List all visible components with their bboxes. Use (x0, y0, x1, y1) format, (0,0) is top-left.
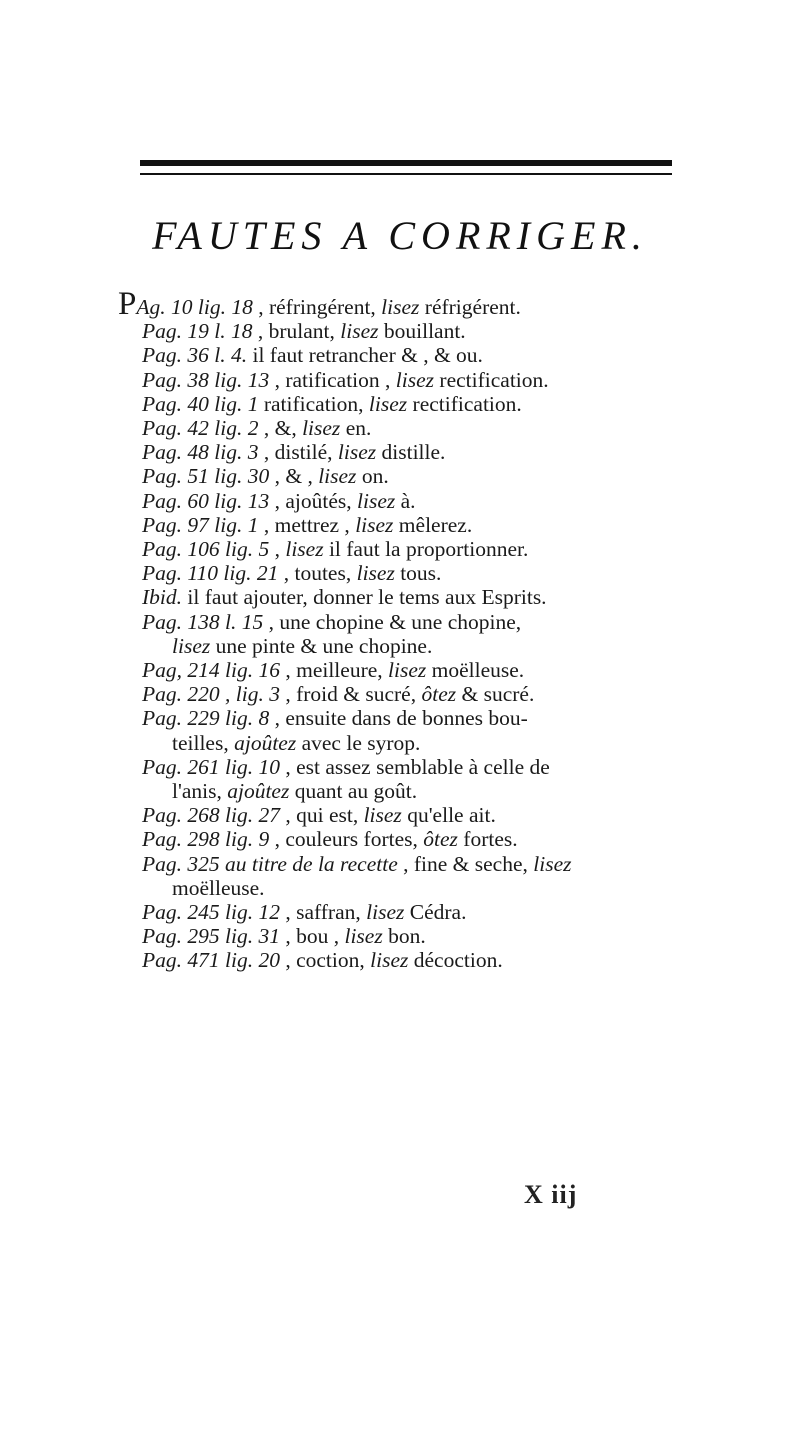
errata-text: , couleurs fortes, (269, 827, 424, 852)
errata-instruction: ôtez (421, 682, 457, 707)
errata-correction: rectification. (407, 391, 522, 416)
errata-instruction: ajoûtez (227, 779, 290, 804)
errata-reference: Pag. 220 , lig. 3 (142, 682, 280, 707)
errata-reference: Pag. 245 lig. 12 (142, 900, 280, 925)
errata-instruction: ôtez (423, 827, 458, 852)
errata-text: , fine & seche, (397, 851, 534, 876)
errata-text: il faut ajouter, donner le tems aux Esprits. (182, 585, 547, 610)
errata-correction: qu'elle ait. (401, 803, 496, 828)
errata-entry (118, 343, 708, 367)
errata-instruction: ajoûtez (234, 730, 297, 755)
errata-reference: Ibid. (142, 585, 183, 610)
errata-continuation (118, 876, 708, 900)
errata-entry (118, 924, 708, 948)
errata-text: , &, (258, 416, 303, 441)
errata-entry (118, 368, 708, 392)
errata-text: , brulant, (252, 319, 341, 344)
errata-reference: Pag. 19 l. 18 (142, 319, 253, 344)
errata-instruction: lisez (356, 561, 395, 586)
errata-text: , meilleure, (279, 658, 389, 683)
errata-reference: Pag, 214 lig. 16 (142, 658, 280, 683)
errata-text: , & , (269, 464, 319, 489)
errata-reference: Pag. 106 lig. 5 (142, 537, 270, 562)
errata-entry (118, 948, 708, 972)
errata-list (118, 286, 708, 973)
errata-reference: Pag. 97 lig. 1 (142, 512, 259, 537)
errata-instruction: lisez (388, 658, 427, 683)
errata-text: , ensuite dans de bonnes bou- (269, 706, 528, 731)
errata-text: il faut retrancher & , & ou. (247, 343, 483, 368)
errata-correction: à. (395, 488, 416, 513)
errata-instruction: lisez (395, 367, 435, 392)
errata-continuation (118, 779, 708, 803)
errata-instruction: lisez (533, 851, 572, 876)
errata-correction: quant au goût. (289, 779, 418, 804)
errata-reference: Pag. 471 lig. 20 (142, 948, 280, 973)
errata-text: , coction, (279, 948, 371, 973)
errata-text: , qui est, (279, 803, 364, 828)
errata-entry (118, 658, 708, 682)
errata-instruction: lisez (370, 948, 409, 973)
errata-reference: Pag. 261 lig. 10 (142, 754, 280, 779)
errata-entry (118, 755, 708, 779)
errata-entry (118, 416, 708, 440)
errata-correction: Cédra. (404, 900, 467, 925)
signature-mark: X iij (524, 1180, 578, 1209)
errata-text: , (269, 537, 286, 562)
errata-correction: bon. (382, 924, 426, 949)
errata-correction: en. (340, 416, 372, 441)
errata-instruction: lisez (366, 900, 405, 925)
errata-correction: moëlleuse. (426, 658, 525, 683)
errata-text: moëlleuse. (172, 875, 265, 900)
errata-correction: on. (356, 464, 389, 489)
errata-reference: Pag. 268 lig. 27 (142, 803, 280, 828)
errata-entry (118, 682, 708, 706)
errata-text: l'anis, (172, 779, 228, 804)
errata-text: , ajoûtés, (269, 488, 357, 513)
errata-reference: Pag. 325 au titre de la recette (142, 851, 398, 876)
errata-correction: une pinte & une chopine. (210, 633, 433, 658)
errata-instruction: lisez (344, 924, 383, 949)
errata-reference: Pag. 295 lig. 31 (142, 924, 280, 949)
errata-instruction: lisez (337, 440, 377, 465)
errata-correction: rectification. (434, 367, 549, 392)
errata-entry (118, 392, 708, 416)
errata-instruction: lisez (318, 464, 357, 489)
errata-correction: mêlerez. (393, 512, 473, 537)
errata-entry (118, 440, 708, 464)
errata-correction: distille. (376, 440, 446, 465)
errata-entry (118, 827, 708, 851)
errata-text: , une chopine & une chopine, (263, 609, 522, 634)
errata-text: , ratification , (269, 367, 396, 392)
errata-continuation (118, 731, 708, 755)
errata-instruction: lisez (381, 295, 420, 319)
errata-reference: Ag. 10 lig. 18 (136, 295, 253, 319)
errata-reference: Pag. 40 lig. 1 (142, 391, 259, 416)
errata-entry (118, 900, 708, 924)
errata-text: , bou , (279, 924, 345, 949)
errata-reference: Pag. 298 lig. 9 (142, 827, 270, 852)
page-title: FAUTES A CORRIGER. (152, 213, 648, 258)
errata-reference: Pag. 38 lig. 13 (142, 367, 270, 392)
errata-entry (118, 286, 708, 322)
drop-cap: P (118, 286, 137, 322)
errata-text: ratification, (258, 391, 369, 416)
errata-text: , est assez semblable à celle de (279, 754, 550, 779)
errata-reference: Pag. 60 lig. 13 (142, 488, 270, 513)
errata-text: , mettrez , (258, 512, 356, 537)
errata-entry (118, 489, 708, 513)
errata-correction: bouillant. (378, 319, 466, 344)
errata-instruction: lisez (357, 488, 396, 513)
errata-entry (118, 537, 708, 561)
errata-text: , toutes, (278, 561, 357, 586)
errata-instruction: lisez (172, 633, 211, 658)
errata-entry (118, 561, 708, 585)
errata-text: teilles, (172, 730, 235, 755)
errata-entry (118, 852, 708, 876)
errata-instruction: lisez (355, 512, 394, 537)
errata-continuation (118, 634, 708, 658)
errata-text: , saffran, (279, 900, 367, 925)
errata-correction: il faut la proportionner. (323, 537, 529, 562)
errata-reference: Pag. 48 lig. 3 (142, 440, 259, 465)
errata-instruction: lisez (340, 319, 379, 344)
errata-entry (118, 319, 708, 343)
errata-reference: Pag. 229 lig. 8 (142, 706, 270, 731)
errata-reference: Pag. 138 l. 15 (142, 609, 264, 634)
errata-instruction: lisez (363, 803, 402, 828)
errata-entry (118, 464, 708, 488)
errata-entry (118, 803, 708, 827)
errata-instruction: lisez (285, 537, 324, 562)
errata-correction: tous. (394, 561, 442, 586)
errata-reference: Pag. 36 l. 4. (142, 343, 248, 368)
errata-entry (118, 513, 708, 537)
errata-instruction: lisez (302, 416, 341, 441)
ornamental-rule-bottom (140, 173, 672, 175)
errata-instruction: lisez (368, 391, 408, 416)
errata-text: , réfringérent, (252, 295, 382, 319)
errata-entry (118, 585, 708, 609)
errata-reference: Pag. 42 lig. 2 (142, 416, 259, 441)
errata-correction: & sucré. (456, 682, 535, 707)
errata-correction: réfrigérent. (419, 295, 521, 319)
errata-reference: Pag. 110 lig. 21 (142, 561, 279, 586)
errata-text: , distilé, (258, 440, 338, 465)
errata-correction: fortes. (457, 827, 518, 852)
errata-text: , froid & sucré, (279, 682, 422, 707)
errata-correction: décoction. (408, 948, 503, 973)
errata-entry (118, 706, 708, 730)
errata-reference: Pag. 51 lig. 30 (142, 464, 270, 489)
ornamental-rule-top (140, 160, 672, 166)
errata-correction: avec le syrop. (296, 730, 421, 755)
errata-entry (118, 610, 708, 634)
